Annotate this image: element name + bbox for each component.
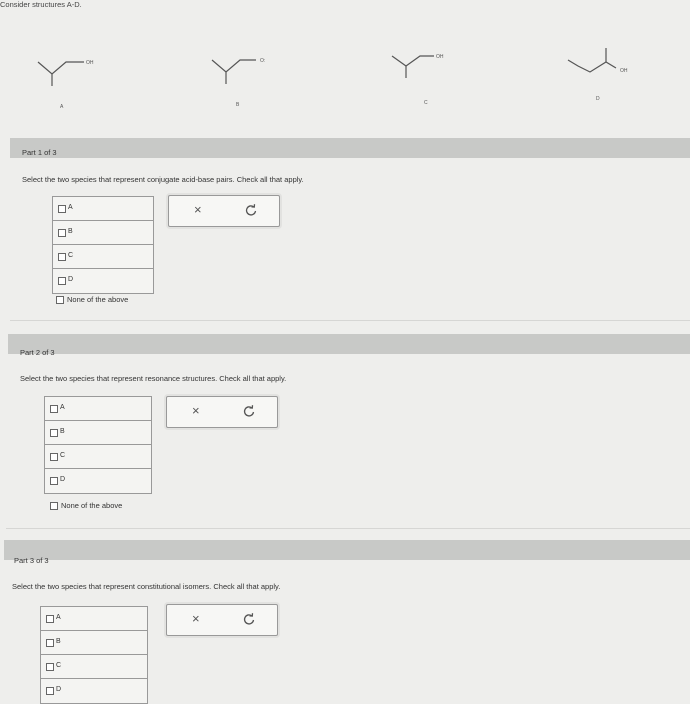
checkbox[interactable] xyxy=(58,277,66,285)
option-none-label: None of the above xyxy=(67,295,129,304)
part-2-prompt: Select the two species that represent resonance structures. Check all that apply. xyxy=(20,374,287,383)
option-label: C xyxy=(68,252,74,259)
question-intro: Consider structures A-D. xyxy=(0,0,82,9)
checkbox[interactable] xyxy=(58,253,66,261)
option-a[interactable] xyxy=(53,197,153,221)
part-3-options xyxy=(40,606,148,704)
option-label: B xyxy=(68,228,73,235)
divider xyxy=(6,528,690,529)
part-3-title: Part 3 of 3 xyxy=(14,556,49,565)
checkbox[interactable] xyxy=(50,477,58,485)
structure-c-label: C xyxy=(424,100,428,106)
close-icon[interactable]: × xyxy=(192,403,200,418)
checkbox[interactable] xyxy=(46,663,54,671)
part-2-title: Part 2 of 3 xyxy=(20,348,55,357)
part-3-header xyxy=(4,540,690,560)
option-b[interactable] xyxy=(53,221,153,245)
option-c[interactable] xyxy=(53,245,153,269)
structure-a xyxy=(38,52,98,110)
structure-d-group: OH xyxy=(620,68,628,74)
structure-a-label: A xyxy=(60,104,64,110)
part-3-actions xyxy=(166,604,278,636)
option-label: D xyxy=(60,476,66,483)
structure-a-group: OH xyxy=(86,60,94,66)
checkbox[interactable] xyxy=(50,453,58,461)
part-1-options xyxy=(52,196,154,294)
part-2-options xyxy=(44,396,152,494)
option-label: A xyxy=(56,614,61,621)
option-label: C xyxy=(56,662,62,669)
option-label: B xyxy=(56,638,61,645)
part-1-actions xyxy=(168,195,280,227)
option-label: C xyxy=(60,452,66,459)
close-icon[interactable]: × xyxy=(192,611,200,626)
redo-icon[interactable] xyxy=(242,612,256,626)
redo-icon[interactable] xyxy=(242,404,256,418)
structure-d-drawing xyxy=(568,44,628,78)
option-a[interactable] xyxy=(45,397,151,421)
checkbox[interactable] xyxy=(46,639,54,647)
checkbox[interactable] xyxy=(46,615,54,623)
structure-b-group: O: xyxy=(260,58,266,64)
option-label: D xyxy=(68,276,74,283)
structure-a-drawing xyxy=(38,52,98,82)
part-1-prompt: Select the two species that represent conjugate acid-base pairs. Check all that apply. xyxy=(22,175,304,184)
option-c[interactable] xyxy=(45,445,151,469)
option-d[interactable] xyxy=(41,679,147,703)
structure-b-label: B xyxy=(236,102,240,108)
structure-c-drawing xyxy=(392,48,452,78)
part-1-title: Part 1 of 3 xyxy=(22,148,57,157)
checkbox[interactable] xyxy=(50,429,58,437)
part-3-prompt: Select the two species that represent constitutional isomers. Check all that apply. xyxy=(12,582,281,591)
close-icon[interactable]: × xyxy=(194,202,202,217)
structure-c-group: OH xyxy=(436,54,444,60)
option-none-label: None of the above xyxy=(61,501,123,510)
checkbox[interactable] xyxy=(50,502,58,510)
option-d[interactable] xyxy=(45,469,151,493)
checkbox[interactable] xyxy=(50,405,58,413)
divider xyxy=(10,320,690,321)
redo-icon[interactable] xyxy=(244,203,258,217)
option-label: D xyxy=(56,686,62,693)
checkbox[interactable] xyxy=(58,205,66,213)
option-label: A xyxy=(60,404,65,411)
part-1-header xyxy=(10,138,690,158)
option-a[interactable] xyxy=(41,607,147,631)
checkbox[interactable] xyxy=(58,229,66,237)
checkbox[interactable] xyxy=(46,687,54,695)
part-2-actions xyxy=(166,396,278,428)
option-label: A xyxy=(68,204,73,211)
structure-c xyxy=(392,48,452,106)
option-d[interactable] xyxy=(53,269,153,293)
option-c[interactable] xyxy=(41,655,147,679)
option-b[interactable] xyxy=(45,421,151,445)
part-2-header xyxy=(8,334,690,354)
structure-b xyxy=(212,52,272,108)
structure-d xyxy=(568,44,628,102)
option-b[interactable] xyxy=(41,631,147,655)
checkbox[interactable] xyxy=(56,296,64,304)
option-label: B xyxy=(60,428,65,435)
structure-d-label: D xyxy=(596,96,600,102)
structure-b-drawing xyxy=(212,52,272,82)
